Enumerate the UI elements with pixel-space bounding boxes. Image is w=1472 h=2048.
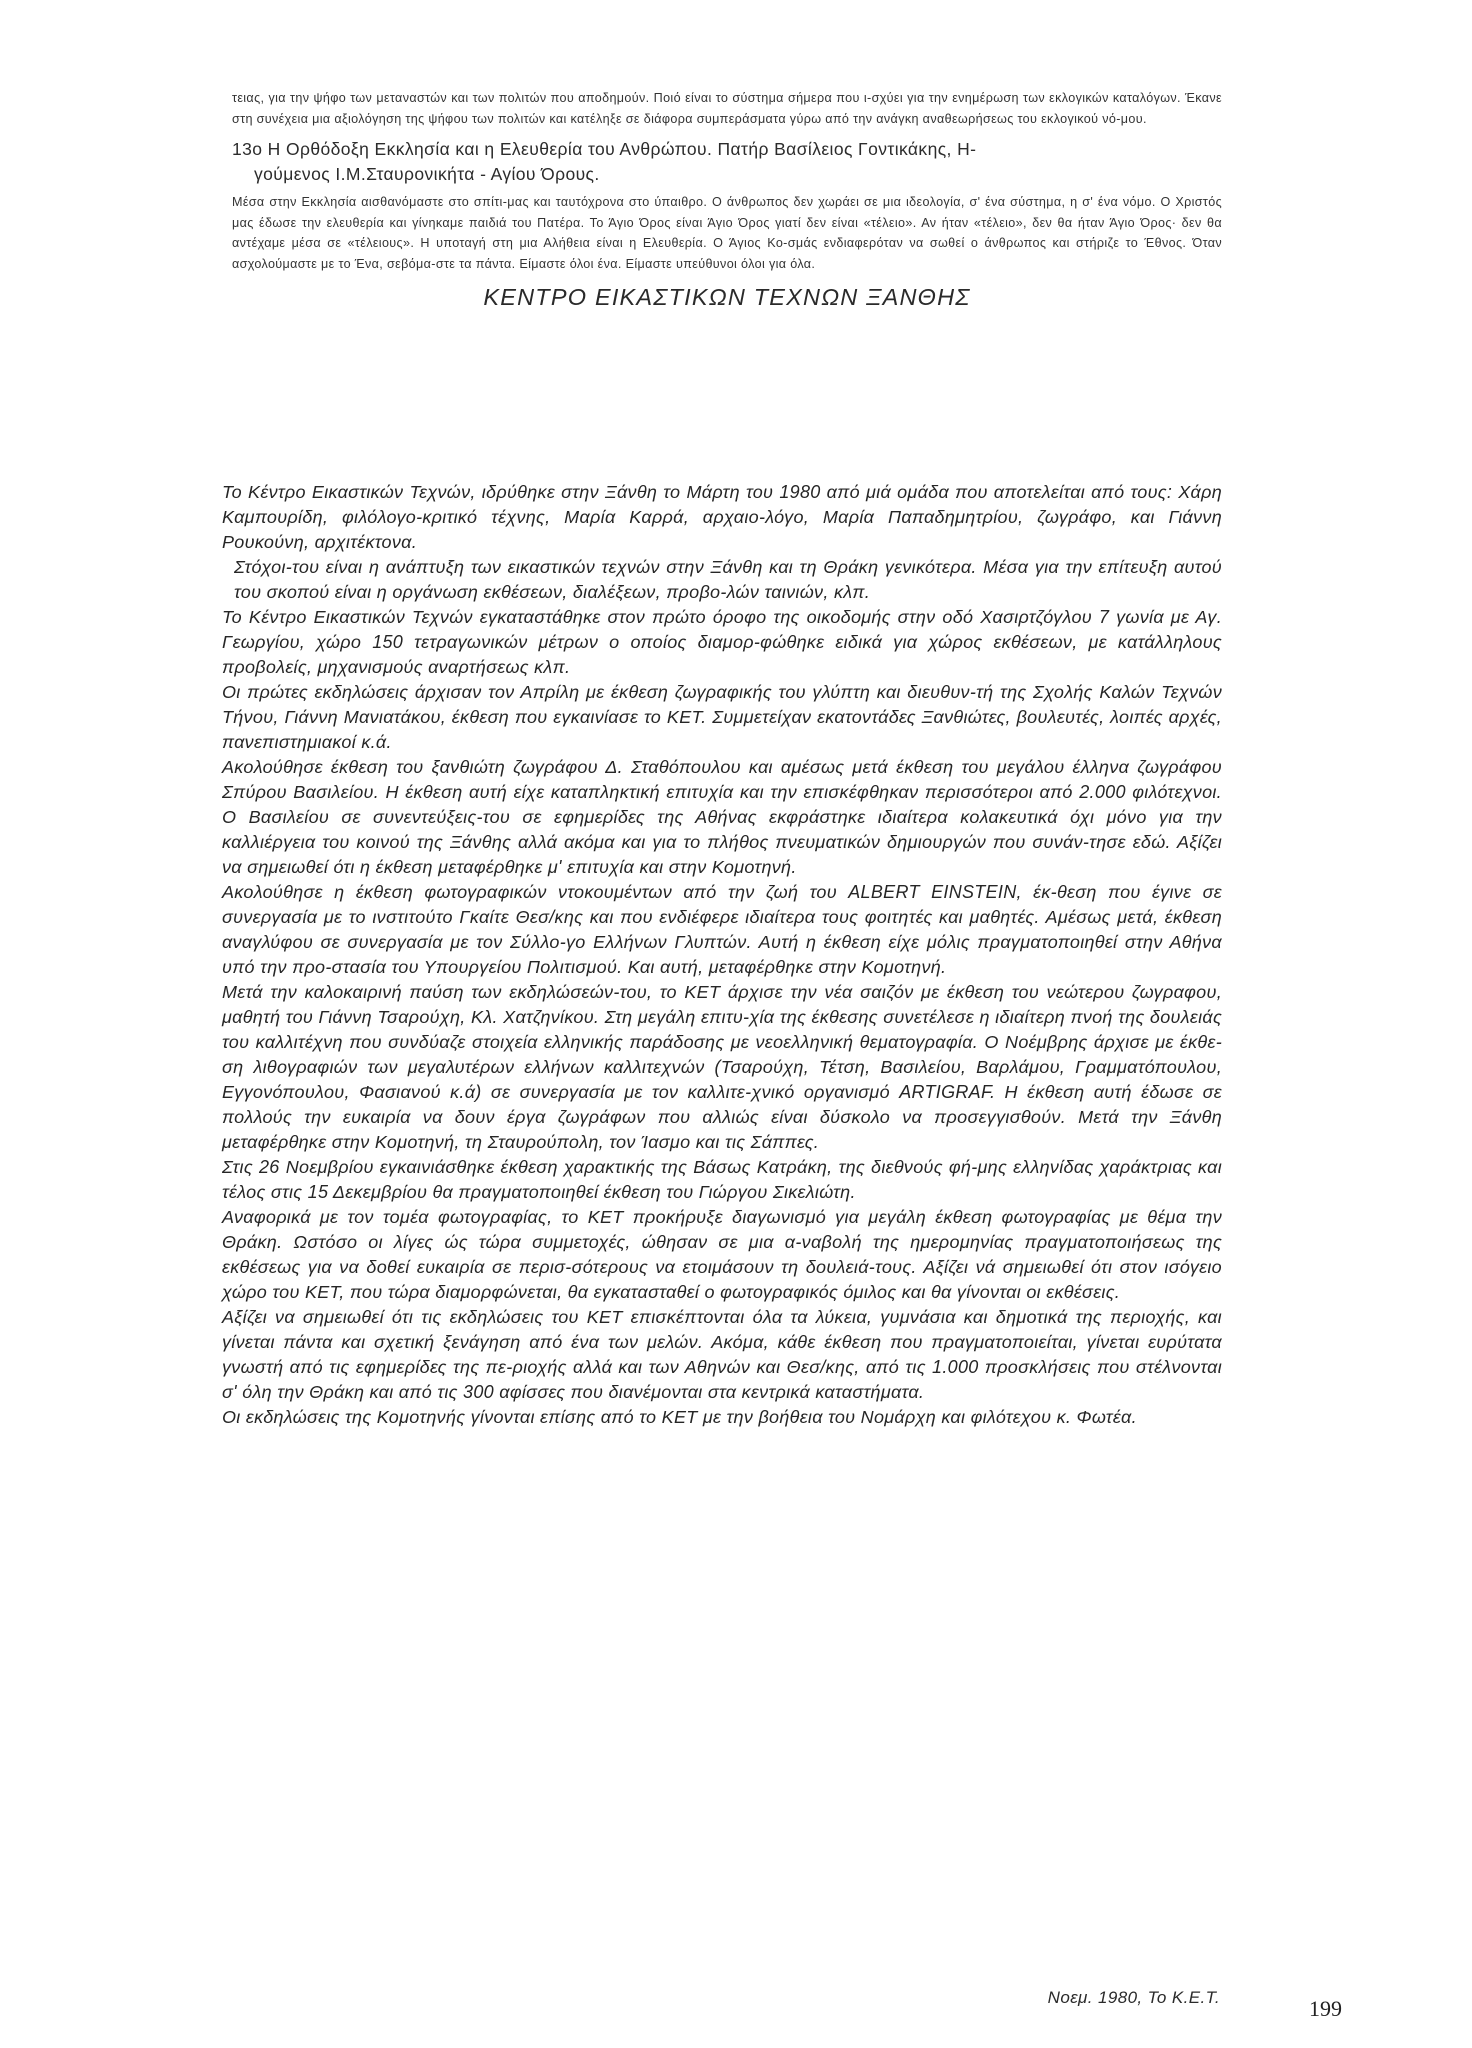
article-body bbox=[222, 480, 1222, 1430]
article-paragraph: Αναφορικά με τον τομέα φωτογραφίας, το ΚΕΤ προκήρυξε διαγωνισμό για μεγάλη έκθεση φωτογραφίας με θέμα την Θράκη. Ωστόσο οι λίγες ώς τώρα συμμετοχές, ώθησαν σε μια α-ναβολή της ημερομηνίας πραγματοποιήσεως της εκθέσεως για να δοθεί ευκαιρία σε περισ-σότερους να ετοιμάσουν τη δουλειά-τους. Αξίζει νά σημειωθεί ότι στον ισόγειο χώρο του ΚΕΤ, που τώρα διαμορφώνεται, θα εγκατασταθεί ο φωτογραφικός όμιλος και θα γίνονται οι εκθέσεις. bbox=[222, 1207, 1222, 1302]
article-paragraph: Στις 26 Νοεμβρίου εγκαινιάσθηκε έκθεση χαρακτικής της Βάσως Κατράκη, της διεθνούς φή-μης ελληνίδας χαράκτριας και τέλος στις 15 Δεκεμβρίου θα πραγματοποιηθεί έκθεση του Γιώργου Σικελιώτη. bbox=[222, 1157, 1222, 1202]
article-paragraph: Το Κέντρο Εικαστικών Τεχνών, ιδρύθηκε στην Ξάνθη το Μάρτη του 1980 από μιά ομάδα που αποτελείται από τους: Χάρη Καμπουρίδη, φιλόλογο-κριτικό τέχνης, Μαρία Καρρά, αρχαιο-λόγο, Μαρία Παπαδημητρίου, ζωγράφο, και Γιάννη Ρουκούνη, αρχιτέκτονα. bbox=[222, 482, 1222, 552]
page-number: 199 bbox=[1309, 1996, 1342, 2021]
article-paragraph: Οι πρώτες εκδηλώσεις άρχισαν τον Απρίλη με έκθεση ζωγραφικής του γλύπτη και διευθυν-τή της Σχολής Καλών Τεχνών Τήνου, Γιάννη Μανιατάκου, έκθεση που εγκαινίασε το ΚΕΤ. Συμμετείχαν εκατοντάδες Ξανθιώτες, βουλευτές, λοιπές αρχές, πανεπιστημιακοί κ.ά. bbox=[222, 682, 1222, 752]
article-paragraph: Ακολούθησε έκθεση του ξανθιώτη ζωγράφου Δ. Σταθόπουλου και αμέσως μετά έκθεση του μεγάλου έλληνα ζωγράφου Σπύρου Βασιλείου. Η έκθεση αυτή είχε καταπληκτική επιτυχία και την επισκέφθηκαν περισσότεροι από 2.000 φιλότεχνοι. Ο Βασιλείου σε συνεντεύξεις-του σε εφημερίδες της Αθήνας εκφράστηκε ιδιαίτερα κολακευτικά όχι μόνο για την καλλιέργεια του κοινού της Ξάνθης αλλά ακόμα και για το πλήθος πνευματικών δημιουργών που συνάν-τησε εδώ. Αξίζει να σημειωθεί ότι η έκθεση μεταφέρθηκε μ' επιτυχία και στην Κομοτηνή. bbox=[222, 757, 1222, 877]
article-paragraph: Ακολούθησε η έκθεση φωτογραφικών ντοκουμέντων από την ζωή του ALBERT EINSTEIN, έκ-θεση που έγινε σε συνεργασία με το ινστιτούτο Γκαίτε Θεσ/κης και που ενδιέφερε ιδιαίτερα τους φοιτητές και μαθητές. Αμέσως μετά, έκθεση αναγλύφου σε συνεργασία με τον Σύλλο-γο Ελλήνων Γλυπτών. Αυτή η έκθεση είχε μόλις πραγματοποιηθεί στην Αθήνα υπό την προ-στασία του Υπουργείου Πολιτισμού. Και αυτή, μεταφέρθηκε στην Κομοτηνή. bbox=[222, 882, 1222, 977]
previous-article-section bbox=[232, 88, 1222, 327]
lecture-13-text: Μέσα στην Εκκλησία αισθανόμαστε στο σπίτι-μας και ταυτόχρονα στο ύπαιθρο. Ο άνθρωπος δεν χωράει σε μια ιδεολογία, σ' ένα σύστημα, η σ' ένα νόμο. Ο Χριστός μας έδωσε την ελευθερία και γίνηκαμε παιδιά του Πατέρα. Το Άγιο Όρος είναι Άγιο Όρος γιατί δεν είναι «τέλειο». Αν ήταν «τέλειο», δεν θα ήταν Άγιο Όρος· δεν θα αντέχαμε μέσα σε «τέλειους». Η υποταγή στη μια Αλήθεια είναι η Ελευθερία. Ο Άγιος Κο-σμάς ενδιαφερόταν να σωθεί ο άνθρωπος και στήριζε το Έθνος. Όταν ασχολούμαστε με το Ένα, σεβόμα-στε τα πάντα. Είμαστε όλοι ένα. Είμαστε υπεύθυνοι όλοι για όλα. bbox=[232, 195, 1222, 271]
previous-article-paragraph: τειας, για την ψήφο των μεταναστών και των πολιτών που αποδημούν. Ποιό είναι το σύστημα σήμερα που ι-σχύει για την ενημέρωση των εκλογικών καταλόγων. Έκανε στη συνέχεια μια αξιολόγηση της ψήφου των πολιτών και κατέληξε σε διάφορα συμπεράσματα γύρω από την ανάγκη αναθεωρήσεως του εκλογικού νό-μου. bbox=[232, 91, 1222, 126]
article-title: ΚΕΝΤΡΟ ΕΙΚΑΣΤΙΚΩΝ ΤΕΧΝΩΝ ΞΑΝΘΗΣ bbox=[483, 284, 971, 310]
lecture-13-heading bbox=[232, 137, 1222, 187]
article-paragraph: Το Κέντρο Εικαστικών Τεχνών εγκαταστάθηκε στον πρώτο όροφο της οικοδομής στην οδό Χασιρτζόγλου 7 γωνία με Αγ. Γεωργίου, χώρο 150 τετραγωνικών μέτρων ο οποίος διαμορ-φώθηκε ειδικά για χώρος εκθέσεων, με κατάλληλους προβολείς, μηχανισμούς αναρτήσεως κλπ. bbox=[222, 607, 1222, 677]
lecture-13-heading-line1: 13ο Η Ορθόδοξη Εκκλησία και η Ελευθερία του Ανθρώπου. Πατήρ Βασίλειος Γοντικάκης, Η- bbox=[232, 139, 977, 159]
article-paragraph: Οι εκδηλώσεις της Κομοτηνής γίνονται επίσης από το ΚΕΤ με την βοήθεια του Νομάρχη και φιλότεχου κ. Φωτέα. bbox=[222, 1407, 1137, 1427]
article-paragraph: Στόχοι-του είναι η ανάπτυξη των εικαστικών τεχνών στην Ξάνθη και τη Θράκη γενικότερα. Μέσα για την επίτευξη αυτού του σκοπού είναι η οργάνωση εκθέσεων, διαλέξεων, προβο-λών ταινιών, κλπ. bbox=[234, 557, 1222, 602]
article-signature: Νοεμ. 1980, Το Κ.Ε.Τ. bbox=[1047, 1988, 1220, 2007]
article-paragraph: Μετά την καλοκαιρινή παύση των εκδηλώσεών-του, το ΚΕΤ άρχισε την νέα σαιζόν με έκθεση του νεώτερου ζωγραφου, μαθητή του Γιάννη Τσαρούχη, Κλ. Χατζηνίκου. Στη μεγάλη επιτυ-χία της έκθεσης συνετέλεσε η ιδιαίτερη πνοή της δουλειάς του καλλιτέχνη που συνδύαζε στοιχεία ελληνικής παράδοσης με νεοελληνική θεματογραφία. Ο Νοέμβρης άρχισε με έκθε-ση λιθογραφιών των μεγαλυτέρων ελλήνων καλλιτεχνών (Τσαρούχη, Τέτση, Βασιλείου, Βαρλάμου, Γραμματόπουλου, Εγγονόπουλου, Φασιανού κ.ά) σε συνεργασία με τον καλλιτε-χνικό οργανισμό ARTIGRAF. Η έκθεση αυτή έδωσε σε πολλούς την ευκαιρία να δουν έργα ζωγράφων που αλλιώς είναι δύσκολο να προσεγγισθούν. Μετά την Ξάνθη μεταφέρθηκε στην Κομοτηνή, τη Σταυρούπολη, τον Ίασμο και τις Σάππες. bbox=[222, 982, 1222, 1152]
lecture-13-heading-line2: γούμενος Ι.Μ.Σταυρονικήτα - Αγίου Όρους. bbox=[254, 164, 600, 184]
article-paragraph: Αξίζει να σημειωθεί ότι τις εκδηλώσεις του ΚΕΤ επισκέπτονται όλα τα λύκεια, γυμνάσια και δημοτικά της περιοχής, και γίνεται πάντα και σχετική ξενάγηση από ένα των μελών. Ακόμα, κάθε έκθεση που πραγματοποιείται, γίνεται ευρύτατα γνωστή από τις εφημερίδες της πε-ριοχής αλλά και των Αθηνών και Θεσ/κης, από τις 1.000 προσκλήσεις που στέλνονται σ' όλη την Θράκη και από τις 300 αφίσσες που διανέμονται στα κεντρικά καταστήματα. bbox=[222, 1307, 1222, 1402]
